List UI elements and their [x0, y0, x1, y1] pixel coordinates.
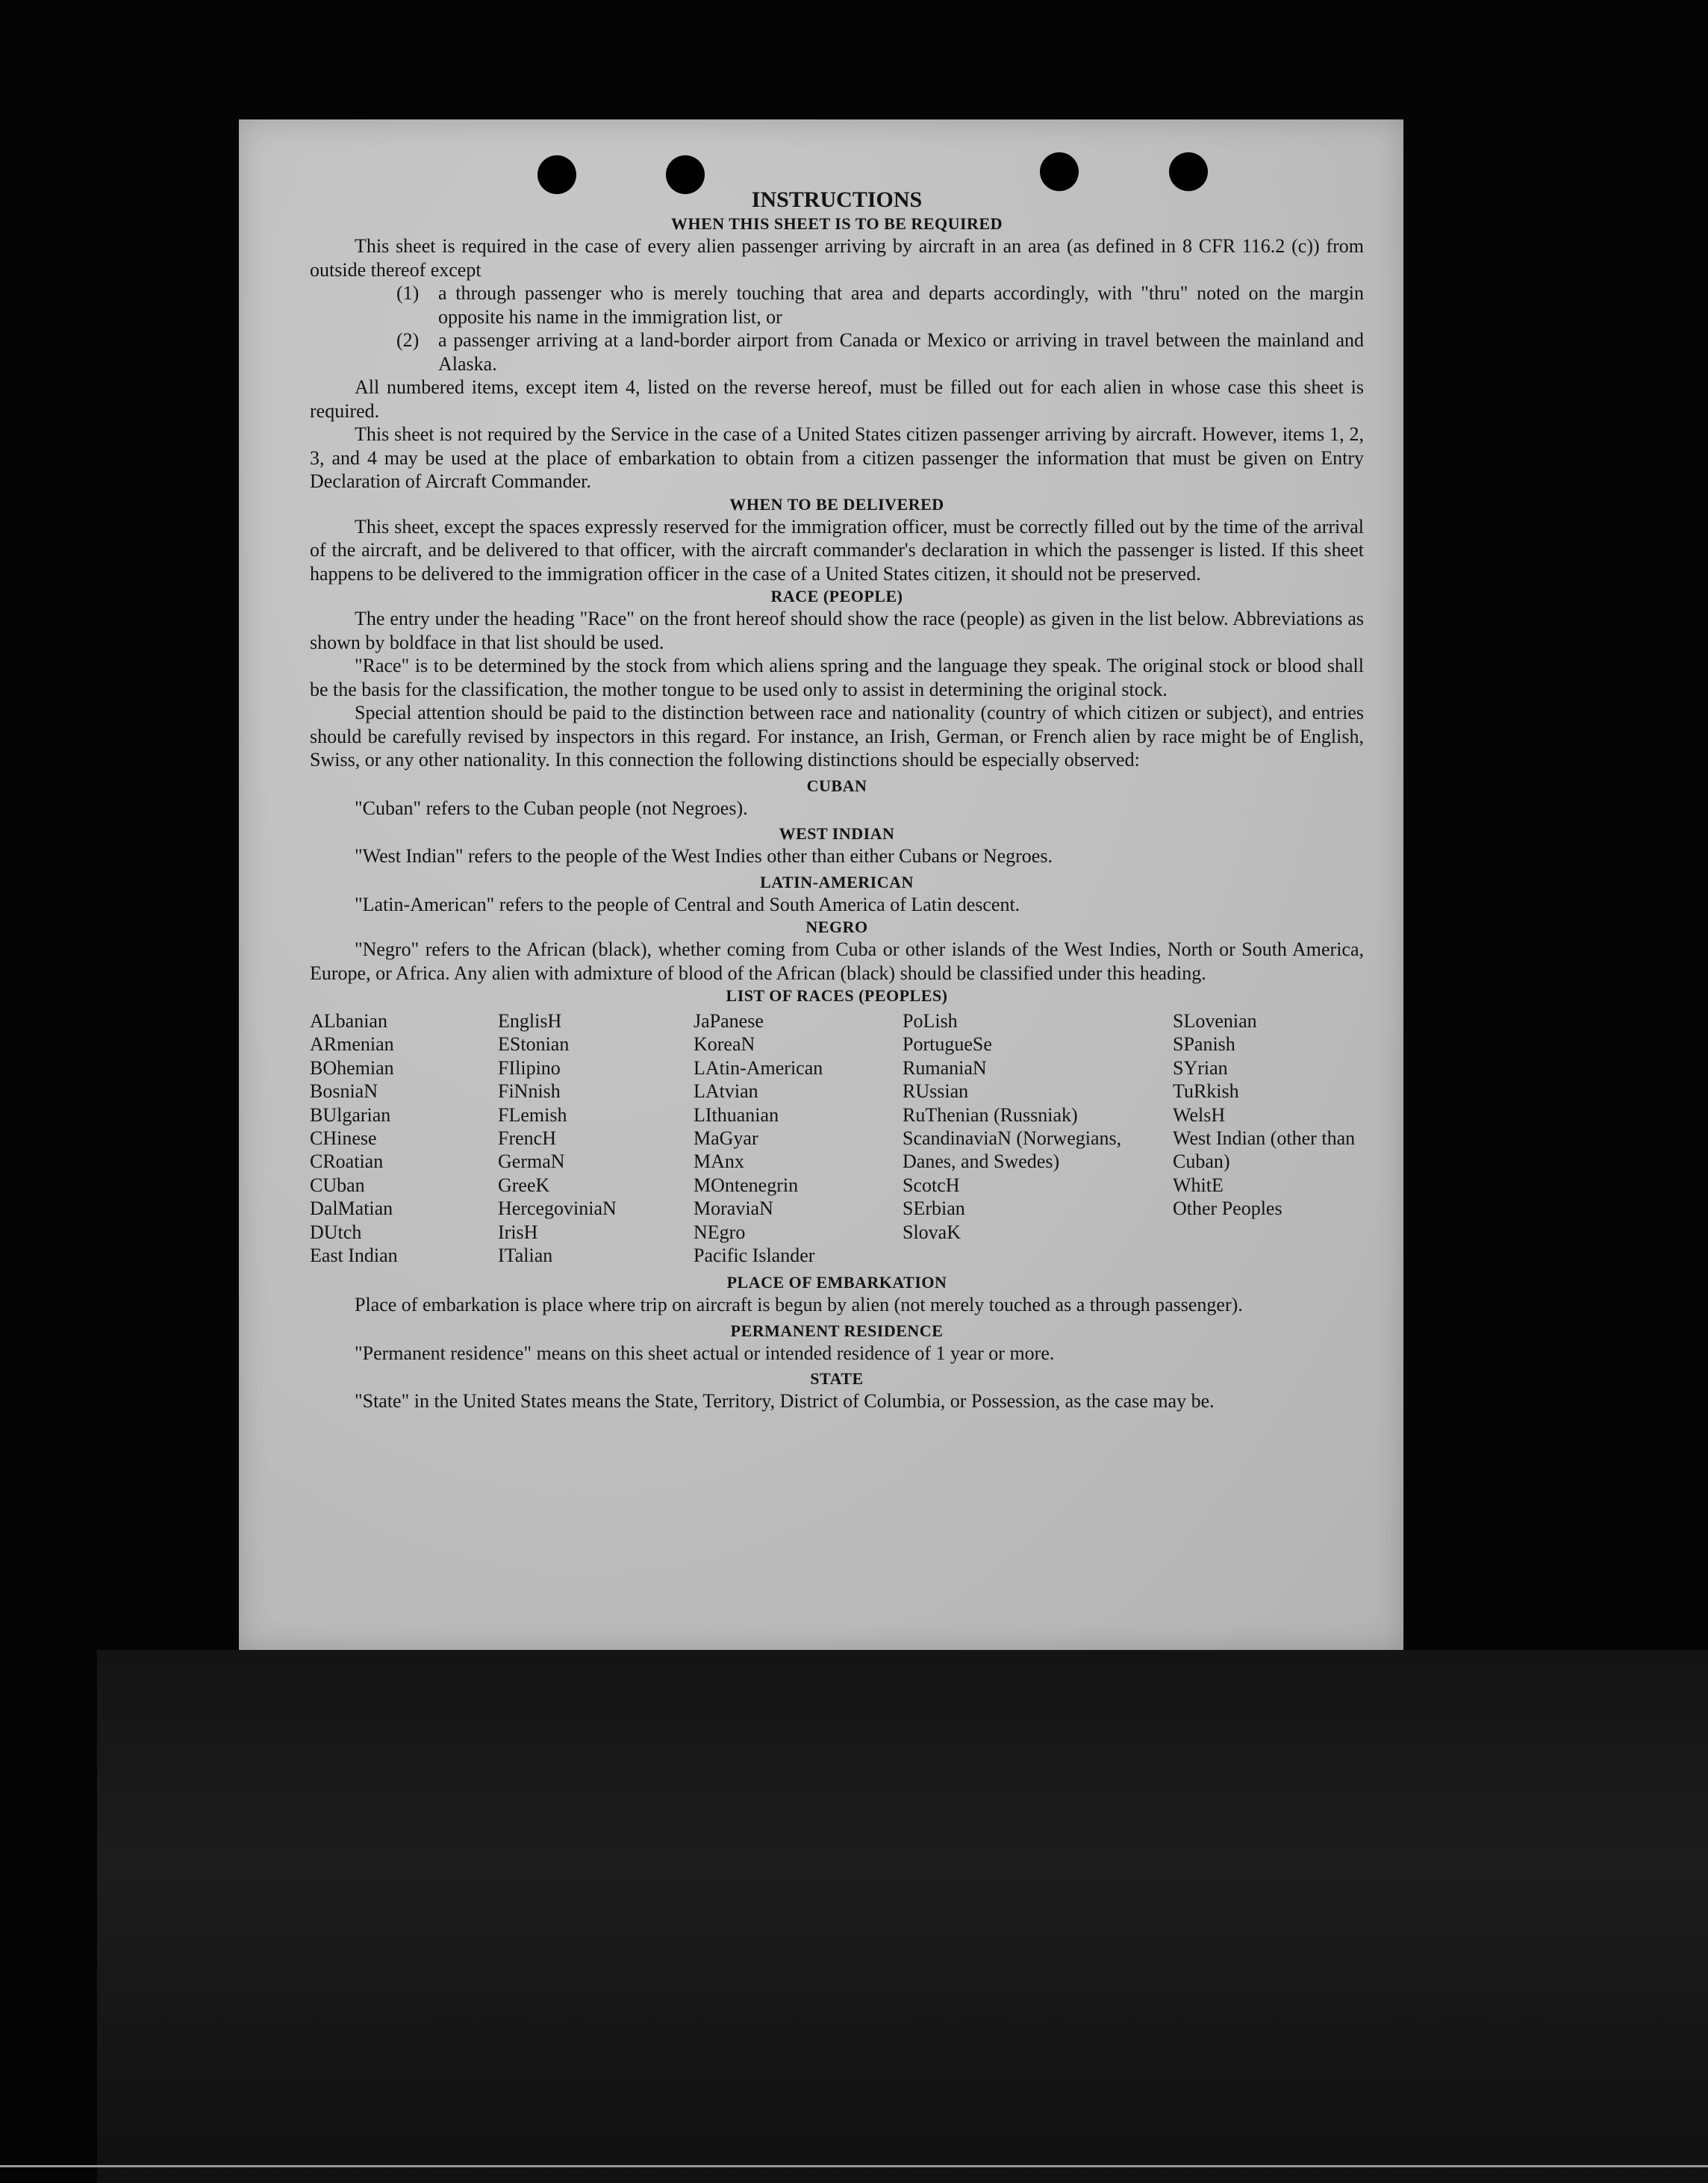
scanner-edge-line [0, 2165, 1708, 2167]
race-list-item: MOntenegrin [694, 1174, 799, 1196]
race-list-item: ScotcH [903, 1174, 960, 1196]
race-list-item: SYrian [1173, 1056, 1228, 1079]
race-list-item: GreeK [498, 1174, 550, 1196]
race-list-item: BUlgarian [310, 1103, 391, 1126]
race-list-item: SLovenian [1173, 1010, 1257, 1032]
paragraph-negro: "Negro" refers to the African (black), whether coming from Cuba or other islands of the West Indies, North or South America, Europe, or Africa. Any alien with admixture of blood of the African (black) should be classified under this heading. [310, 938, 1364, 984]
race-list-item: LIthuanian [694, 1103, 779, 1126]
race-list-item: TuRkish [1173, 1080, 1239, 1103]
paragraph-permanent-residence: "Permanent residence" means on this sheet actual or intended residence of 1 year or more. [355, 1342, 1055, 1364]
race-list-item: PoLish [903, 1010, 958, 1032]
paragraph-cuban: "Cuban" refers to the Cuban people (not Negroes). [355, 797, 748, 819]
race-list-item: JaPanese [694, 1010, 764, 1032]
section-heading-latin-american: LATIN-AMERICAN [760, 872, 914, 891]
exception-text: a through passenger who is merely touching that area and departs accordingly, with "thru" noted on the margin opposite his name in the immigration list, or [438, 282, 1364, 328]
exception-number: (1) [396, 282, 420, 304]
page-title: INSTRUCTIONS [751, 187, 923, 212]
race-list-item: FrencH [498, 1127, 556, 1150]
document-sheet [239, 119, 1403, 1650]
race-list-item: SPanish [1173, 1033, 1235, 1056]
race-list-item: SlovaK [903, 1221, 961, 1243]
race-column [694, 1009, 903, 1267]
section-heading-list-of-races: LIST OF RACES (PEOPLES) [726, 986, 948, 1005]
race-list-item: KoreaN [694, 1033, 755, 1056]
race-list-item: EnglisH [498, 1010, 562, 1032]
race-column [903, 1009, 1173, 1267]
race-list-item: WelsH [1173, 1103, 1226, 1126]
exception-text: a passenger arriving at a land-border airport from Canada or Mexico or arriving in travel between the mainland and Alaska. [438, 329, 1364, 375]
race-list-item: BosniaN [310, 1080, 378, 1103]
paragraph-race-3: Special attention should be paid to the distinction between race and nationality (country of which citizen or subject), and entries should be carefully revised by inspectors in this regard. For instance, an Irish, German, or French alien by race might be of English, Swiss, or any other nationality. In this connection the following distinctions should be especially observed: [310, 702, 1364, 770]
paragraph-west-indian: "West Indian" refers to the people of the West Indies other than either Cubans or Negroes. [355, 845, 1053, 867]
race-list-item: ALbanian [310, 1010, 387, 1032]
race-list-item: PortugueSe [903, 1033, 992, 1056]
paragraph-when-delivered: This sheet, except the spaces expressly reserved for the immigration officer, must be correctly filled out by the time of the arrival of the aircraft, and be delivered to that officer, with the aircraft commander's declaration in which the passenger is listed. If this sheet happens to be delivered to the immigration officer in the case of a United States citizen, it should not be preserved. [310, 515, 1364, 585]
race-list-item: MAnx [694, 1150, 744, 1173]
section-heading-west-indian: WEST INDIAN [779, 824, 895, 843]
race-list-item: BOhemian [310, 1056, 394, 1079]
race-list-item: ARmenian [310, 1033, 394, 1056]
race-list-item: CHinese [310, 1127, 377, 1150]
race-list-item: GermaN [498, 1150, 565, 1173]
race-list-item: LAtvian [694, 1080, 758, 1103]
section-heading-when-required: WHEN THIS SHEET IS TO BE REQUIRED [670, 214, 1003, 233]
race-list-item: CUban [310, 1174, 365, 1196]
section-heading-race: RACE (PEOPLE) [770, 587, 903, 605]
race-list-item: ScandinaviaN (Norwegians, Danes, and Swedes) [903, 1127, 1122, 1173]
race-list-item: IrisH [498, 1221, 538, 1243]
race-list-item: FLemish [498, 1103, 567, 1126]
race-list-item: MoraviaN [694, 1198, 773, 1220]
paragraph-numbered-items: All numbered items, except item 4, listed on the reverse hereof, must be filled out for each alien in whose case this sheet is required. [310, 376, 1364, 422]
race-column [498, 1009, 694, 1267]
race-list-item: West Indian (other than Cuban) [1173, 1127, 1356, 1173]
race-column [1173, 1009, 1364, 1267]
race-list-item: DalMatian [310, 1198, 393, 1220]
paragraph-state: "State" in the United States means the State, Territory, District of Columbia, or Possession, as the case may be. [355, 1390, 1215, 1413]
race-list-item: MaGyar [694, 1127, 758, 1150]
instructions-body [310, 183, 1364, 1413]
section-heading-when-delivered: WHEN TO BE DELIVERED [729, 494, 944, 514]
race-list-item: RuThenian (Russniak) [903, 1103, 1078, 1126]
race-list-item: NEgro [694, 1221, 746, 1243]
race-list-item: DUtch [310, 1221, 362, 1243]
section-heading-state: STATE [810, 1369, 864, 1389]
race-list-item: LAtin-American [694, 1056, 823, 1079]
race-list-item: EStonian [498, 1033, 570, 1056]
race-list-item: ITalian [498, 1245, 553, 1267]
race-list-item: SErbian [903, 1198, 965, 1220]
race-list [310, 1009, 1364, 1267]
section-heading-place-of-embarkation: PLACE OF EMBARKATION [726, 1273, 947, 1292]
race-list-item: FIlipino [498, 1056, 561, 1079]
race-list-item: WhitE [1173, 1174, 1224, 1196]
paragraph-race-1: The entry under the heading "Race" on the front hereof should show the race (people) as given in the list below. Abbreviations as shown by boldface in that list should be used. [310, 608, 1364, 653]
race-list-item: FiNnish [498, 1080, 561, 1103]
paragraph-latin-american: "Latin-American" refers to the people of Central and South America of Latin descent. [355, 893, 1020, 915]
section-heading-cuban: CUBAN [806, 776, 867, 795]
race-column [310, 1009, 498, 1267]
race-list-item: RUssian [903, 1080, 969, 1103]
race-list-item: RumaniaN [903, 1056, 987, 1079]
exception-number: (2) [396, 329, 420, 351]
race-list-item: Pacific Islander [694, 1245, 815, 1267]
race-list-item: Other Peoples [1173, 1198, 1282, 1220]
scanner-background [97, 1650, 1708, 2183]
exception-item [396, 328, 1364, 376]
paragraph-race-2: "Race" is to be determined by the stock from which aliens spring and the language they speak. The original stock or blood shall be the basis for the classification, the mother tongue to be used only to assist in determining the original stock. [310, 655, 1364, 700]
race-list-item: HercegoviniaN [498, 1198, 617, 1220]
exception-item [396, 281, 1364, 328]
race-list-item: East Indian [310, 1245, 398, 1267]
section-heading-negro: NEGRO [805, 918, 868, 936]
paragraph-when-required: This sheet is required in the case of every alien passenger arriving by aircraft in an area (as defined in 8 CFR 116.2 (c)) from outside thereof except [310, 235, 1364, 281]
race-list-item: CRoatian [310, 1150, 384, 1173]
paragraph-place-of-embarkation: Place of embarkation is place where trip on aircraft is begun by alien (not merely touched as a through passenger). [355, 1294, 1243, 1316]
paragraph-citizen-note: This sheet is not required by the Service in the case of a United States citizen passenger arriving by aircraft. However, items 1, 2, 3, and 4 may be used at the place of embarkation to obtain from a citizen passenger the information that must be given on Entry Declaration of Aircraft Commander. [310, 423, 1364, 492]
section-heading-permanent-residence: PERMANENT RESIDENCE [730, 1321, 944, 1340]
